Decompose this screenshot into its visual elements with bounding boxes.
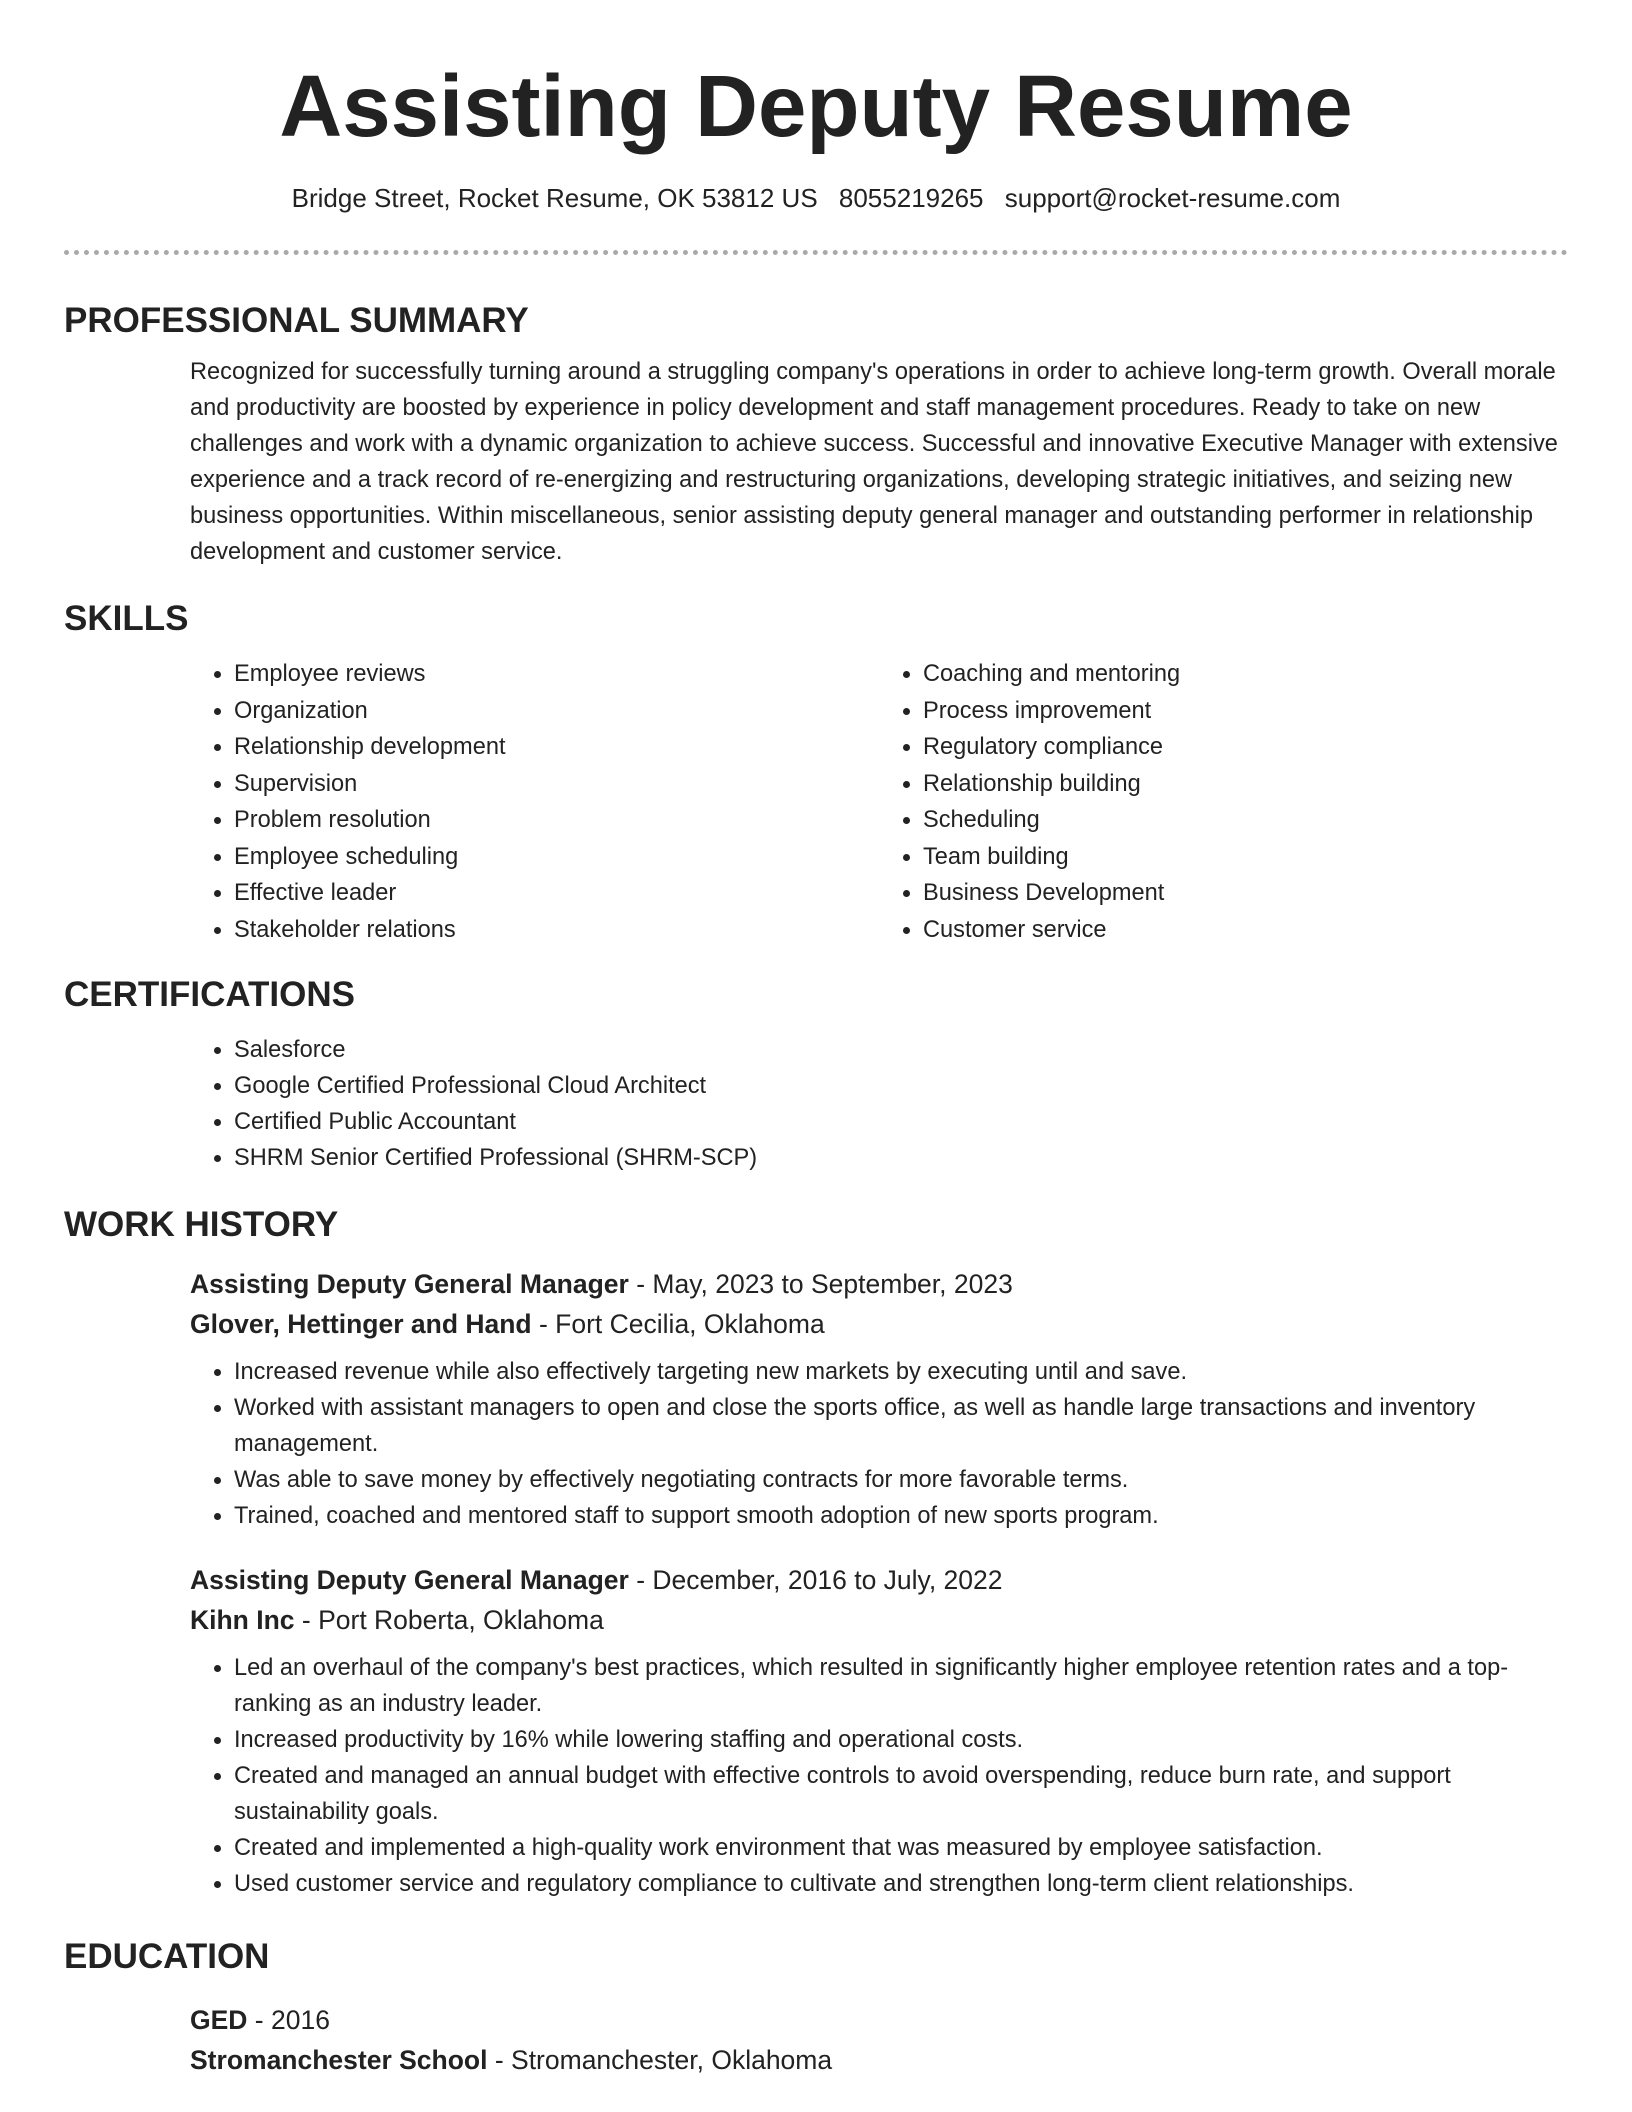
skill-item: • Regulatory compliance <box>923 729 1568 766</box>
certification-item: • Google Certified Professional Cloud Architect <box>234 1068 1568 1104</box>
resume-content <box>64 292 1568 2080</box>
contact-line <box>0 178 1632 218</box>
summary-heading: PROFESSIONAL SUMMARY <box>64 301 529 340</box>
job-dates: - December, 2016 to July, 2022 <box>628 1565 1003 1595</box>
education-degree-line <box>190 2000 1568 2040</box>
job-bullets <box>190 1650 1568 1902</box>
job-company-line <box>190 1600 1568 1640</box>
job-title-line <box>190 1264 1568 1304</box>
education-heading: EDUCATION <box>64 1937 270 1976</box>
education-year: - 2016 <box>247 2005 330 2035</box>
skill-item: • Relationship building <box>923 766 1568 803</box>
job-bullet: • Led an overhaul of the company's best practices, which resulted in significantly higher employee retention rates and a top-ranking as an industry leader. <box>234 1650 1568 1722</box>
certification-item: • SHRM Senior Certified Professional (SHRM-SCP) <box>234 1140 1568 1176</box>
job-company-line <box>190 1304 1568 1344</box>
skill-item: • Supervision <box>234 766 879 803</box>
job-dates: - May, 2023 to September, 2023 <box>628 1269 1013 1299</box>
job-company: Glover, Hettinger and Hand <box>190 1309 532 1339</box>
skill-item: • Scheduling <box>923 802 1568 839</box>
job-entry-2 <box>64 1560 1568 1902</box>
summary-text: Recognized for successfully turning around a struggling company's operations in order to achieve long-term growth. Overall morale and productivity are boosted by experience in policy development and staff management procedures. Ready to take on new challenges and work with a dynamic organization to achieve success. Successful and innovative Executive Manager with extensive experience and a track record of re-energizing and restructuring organizations, developing strategic initiatives, and seizing new business opportunities. Within miscellaneous, senior assisting deputy general manager and outstanding performer in relationship development and customer service. <box>190 359 1558 565</box>
skill-item: • Customer service <box>923 912 1568 949</box>
job-bullet: • Increased productivity by 16% while lowering staffing and operational costs. <box>234 1722 1568 1758</box>
skill-item: • Relationship development <box>234 729 879 766</box>
education-school: Stromanchester School <box>190 2045 488 2075</box>
job-bullets <box>190 1354 1568 1534</box>
job-bullet: • Used customer service and regulatory compliance to cultivate and strengthen long-term client relationships. <box>234 1866 1568 1902</box>
skills-column-1 <box>190 656 879 948</box>
skill-item: • Business Development <box>923 875 1568 912</box>
job-position: Assisting Deputy General Manager <box>190 1565 629 1595</box>
skill-item: • Coaching and mentoring <box>923 656 1568 693</box>
certifications-list <box>190 1032 1568 1176</box>
skill-item: • Effective leader <box>234 875 879 912</box>
skill-item: • Employee scheduling <box>234 839 879 876</box>
certification-item: • Certified Public Accountant <box>234 1104 1568 1140</box>
certifications-heading: CERTIFICATIONS <box>64 975 356 1014</box>
job-bullet: • Was able to save money by effectively negotiating contracts for more favorable terms. <box>234 1462 1568 1498</box>
work-history-heading: WORK HISTORY <box>64 1205 339 1244</box>
phone-text: 8055219265 <box>838 183 984 213</box>
job-bullet: • Worked with assistant managers to open and close the sports office, as well as handle large transactions and inventory management. <box>234 1390 1568 1462</box>
skill-item: • Organization <box>234 693 879 730</box>
education-location: - Stromanchester, Oklahoma <box>487 2045 833 2075</box>
skills-heading: SKILLS <box>64 599 189 638</box>
education-degree: GED <box>190 2005 248 2035</box>
resume-name: Assisting Deputy Resume <box>279 58 1353 155</box>
job-position: Assisting Deputy General Manager <box>190 1269 629 1299</box>
skills-list <box>190 656 1568 948</box>
job-location: - Fort Cecilia, Oklahoma <box>531 1309 825 1339</box>
job-title-line <box>190 1560 1568 1600</box>
skill-item: • Employee reviews <box>234 656 879 693</box>
skill-item: • Stakeholder relations <box>234 912 879 949</box>
job-location: - Port Roberta, Oklahoma <box>294 1605 604 1635</box>
job-entry-1 <box>64 1264 1568 1534</box>
skill-item: • Team building <box>923 839 1568 876</box>
skill-item: • Process improvement <box>923 693 1568 730</box>
email-text: support@rocket-resume.com <box>1004 183 1341 213</box>
job-bullet: • Trained, coached and mentored staff to support smooth adoption of new sports program. <box>234 1498 1568 1534</box>
job-company: Kihn Inc <box>190 1605 295 1635</box>
certification-item: • Salesforce <box>234 1032 1568 1068</box>
address-text: Bridge Street, Rocket Resume, OK 53812 US <box>291 183 818 213</box>
education-school-line <box>190 2040 1568 2080</box>
skill-item: • Problem resolution <box>234 802 879 839</box>
header-divider <box>64 250 1568 255</box>
skills-column-2 <box>879 656 1568 948</box>
job-bullet: • Created and managed an annual budget with effective controls to avoid overspending, reduce burn rate, and support sustainability goals. <box>234 1758 1568 1830</box>
job-bullet: • Increased revenue while also effectively targeting new markets by executing until and save. <box>234 1354 1568 1390</box>
job-bullet: • Created and implemented a high-quality work environment that was measured by employee satisfaction. <box>234 1830 1568 1866</box>
